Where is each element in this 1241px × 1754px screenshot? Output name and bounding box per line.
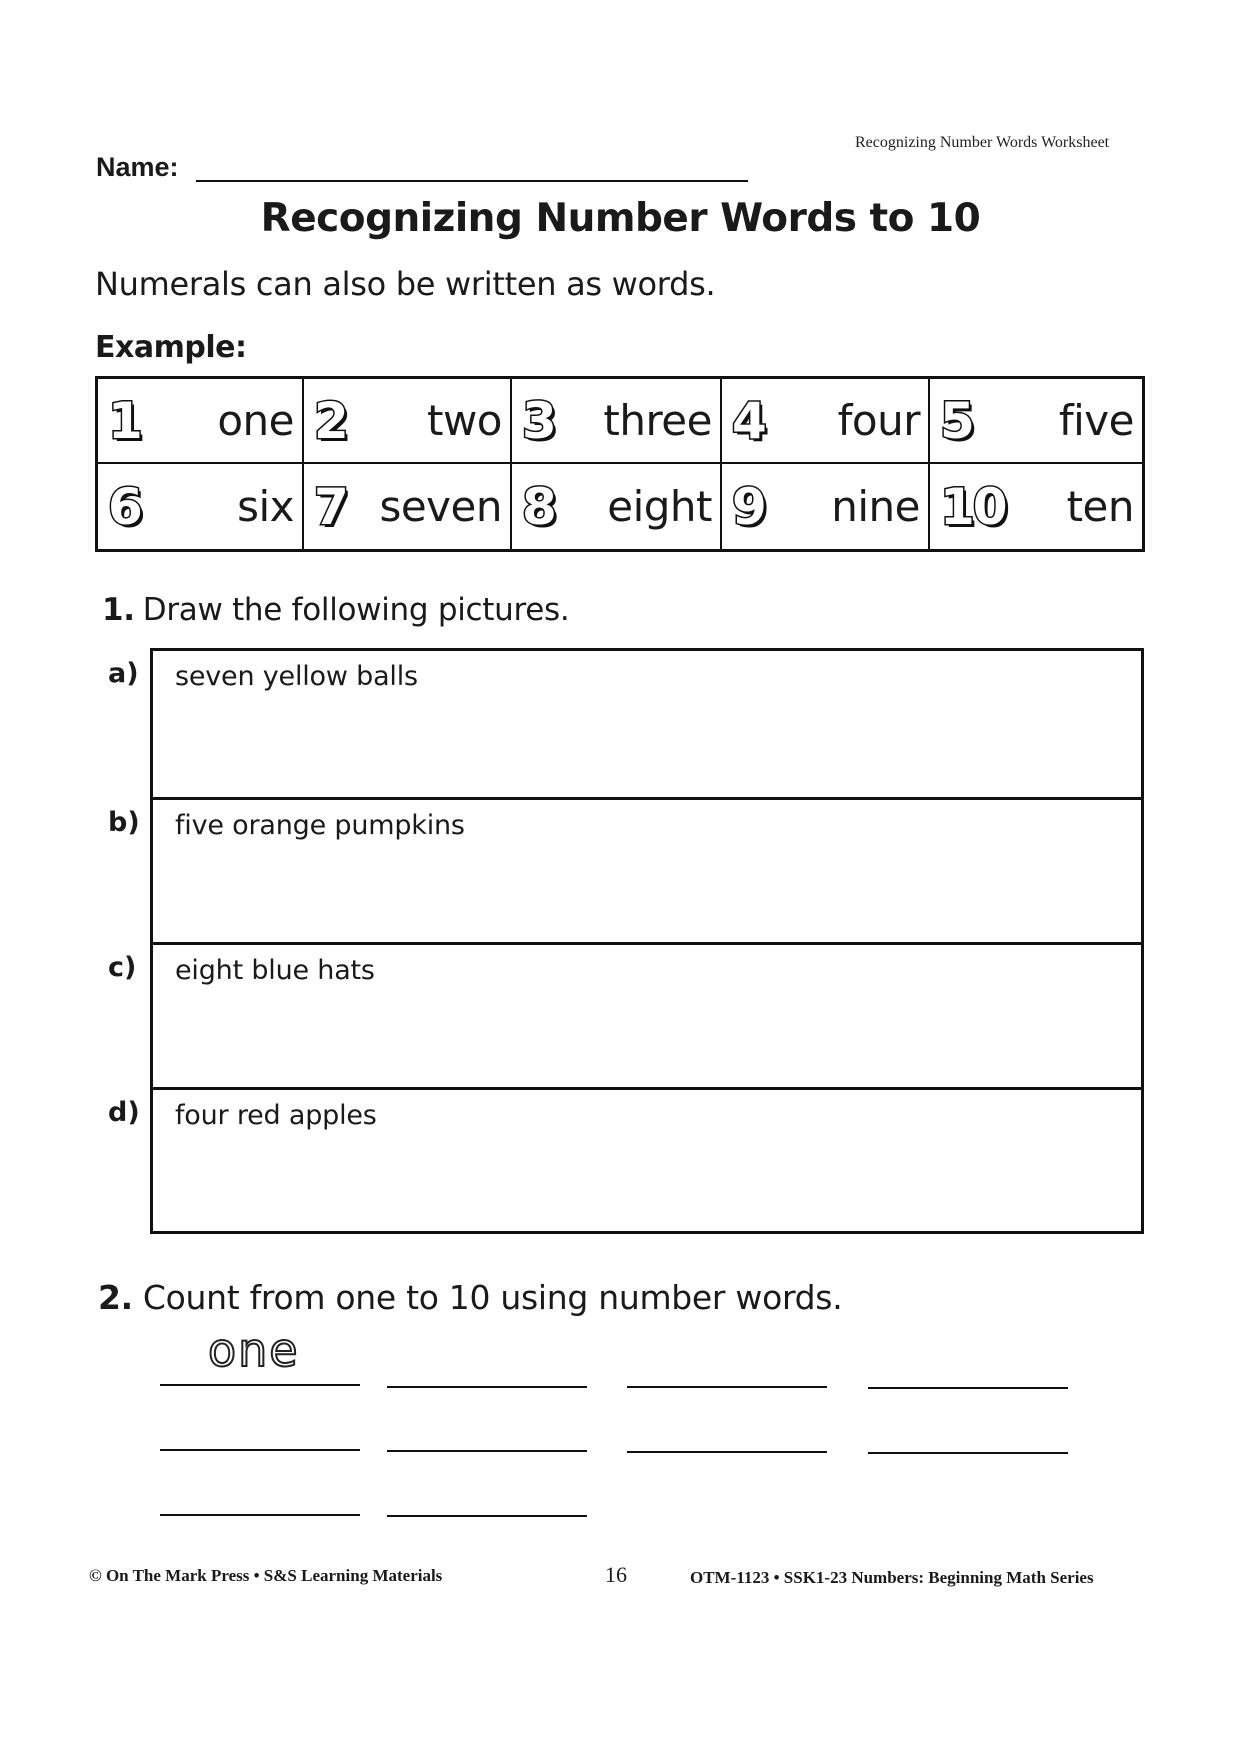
draw-item-letter: a) — [108, 658, 139, 689]
numeral-8: 8 — [522, 477, 555, 536]
answer-line-10[interactable] — [387, 1515, 587, 1517]
example-cell-ten — [930, 464, 1142, 549]
answer-line-6[interactable] — [387, 1450, 587, 1452]
worksheet-series-note: Recognizing Number Words Worksheet — [855, 134, 1110, 151]
word-nine: nine — [831, 481, 920, 531]
word-ten: ten — [1066, 481, 1134, 531]
question-1 — [102, 592, 569, 628]
word-two: two — [426, 395, 502, 445]
word-one: one — [217, 395, 294, 445]
numeral-7: 7 — [314, 477, 347, 536]
numeral-10: 10 — [940, 477, 1006, 536]
draw-item-c — [95, 942, 1145, 1088]
word-seven: seven — [379, 481, 502, 531]
example-cell-two — [304, 379, 512, 464]
footer-series: OTM-1123 • SSK1-23 Numbers: Beginning Math Series — [690, 1568, 1094, 1587]
example-cell-six — [98, 464, 304, 549]
example-cell-one — [98, 379, 304, 464]
numeral-4: 4 — [732, 391, 765, 450]
numeral-6: 6 — [108, 477, 141, 536]
draw-item-d — [95, 1087, 1145, 1234]
example-cell-five — [930, 379, 1142, 464]
draw-item-a — [95, 648, 1145, 798]
draw-item-prompt: five orange pumpkins — [175, 810, 465, 841]
answer-line-7[interactable] — [627, 1451, 827, 1453]
example-number-grid — [95, 376, 1145, 552]
example-label: Example: — [95, 330, 247, 365]
question-2-text: Count from one to 10 using number words. — [142, 1278, 843, 1317]
numeral-2: 2 — [314, 391, 347, 450]
answer-line-4[interactable] — [868, 1387, 1068, 1389]
draw-item-letter: c) — [108, 952, 137, 983]
answer-line-3[interactable] — [627, 1386, 827, 1388]
word-five: five — [1058, 395, 1134, 445]
word-three: three — [603, 395, 712, 445]
drawing-area-a[interactable] — [150, 648, 1144, 798]
draw-item-letter: b) — [108, 807, 140, 838]
drawing-area-c[interactable] — [150, 942, 1144, 1088]
question-1-number: 1. — [102, 592, 135, 628]
answer-line-5[interactable] — [160, 1449, 360, 1451]
name-label: Name: — [96, 152, 179, 182]
example-cell-eight — [512, 464, 722, 549]
example-cell-three — [512, 379, 722, 464]
answer-line-8[interactable] — [868, 1452, 1068, 1454]
numeral-1: 1 — [108, 391, 141, 450]
answer-line-1[interactable] — [160, 1384, 360, 1386]
dashed-trace-word: one — [208, 1323, 300, 1377]
word-four: four — [837, 395, 920, 445]
draw-item-prompt: seven yellow balls — [175, 661, 418, 692]
draw-item-letter: d) — [108, 1097, 140, 1128]
draw-item-prompt: eight blue hats — [175, 955, 375, 986]
numeral-9: 9 — [732, 477, 765, 536]
page-title: Recognizing Number Words to 10 — [260, 196, 981, 241]
numeral-5: 5 — [940, 391, 973, 450]
footer-page-number: 16 — [605, 1562, 627, 1587]
question-2-number: 2. — [98, 1278, 133, 1317]
drawing-area-b[interactable] — [150, 797, 1144, 943]
draw-item-b — [95, 797, 1145, 943]
question-1-text: Draw the following pictures. — [142, 592, 570, 628]
example-cell-four — [722, 379, 930, 464]
numeral-3: 3 — [522, 391, 555, 450]
example-cell-nine — [722, 464, 930, 549]
word-six: six — [237, 481, 294, 531]
drawing-area-d[interactable] — [150, 1087, 1144, 1234]
intro-text: Numerals can also be written as words. — [95, 265, 716, 303]
footer-copyright: © On The Mark Press • S&S Learning Materials — [89, 1566, 443, 1585]
example-cell-seven — [304, 464, 512, 549]
question-2 — [98, 1278, 842, 1317]
word-eight: eight — [607, 481, 712, 531]
name-write-line[interactable] — [196, 180, 748, 182]
answer-line-2[interactable] — [387, 1386, 587, 1388]
draw-item-prompt: four red apples — [175, 1100, 377, 1131]
answer-line-9[interactable] — [160, 1514, 360, 1516]
